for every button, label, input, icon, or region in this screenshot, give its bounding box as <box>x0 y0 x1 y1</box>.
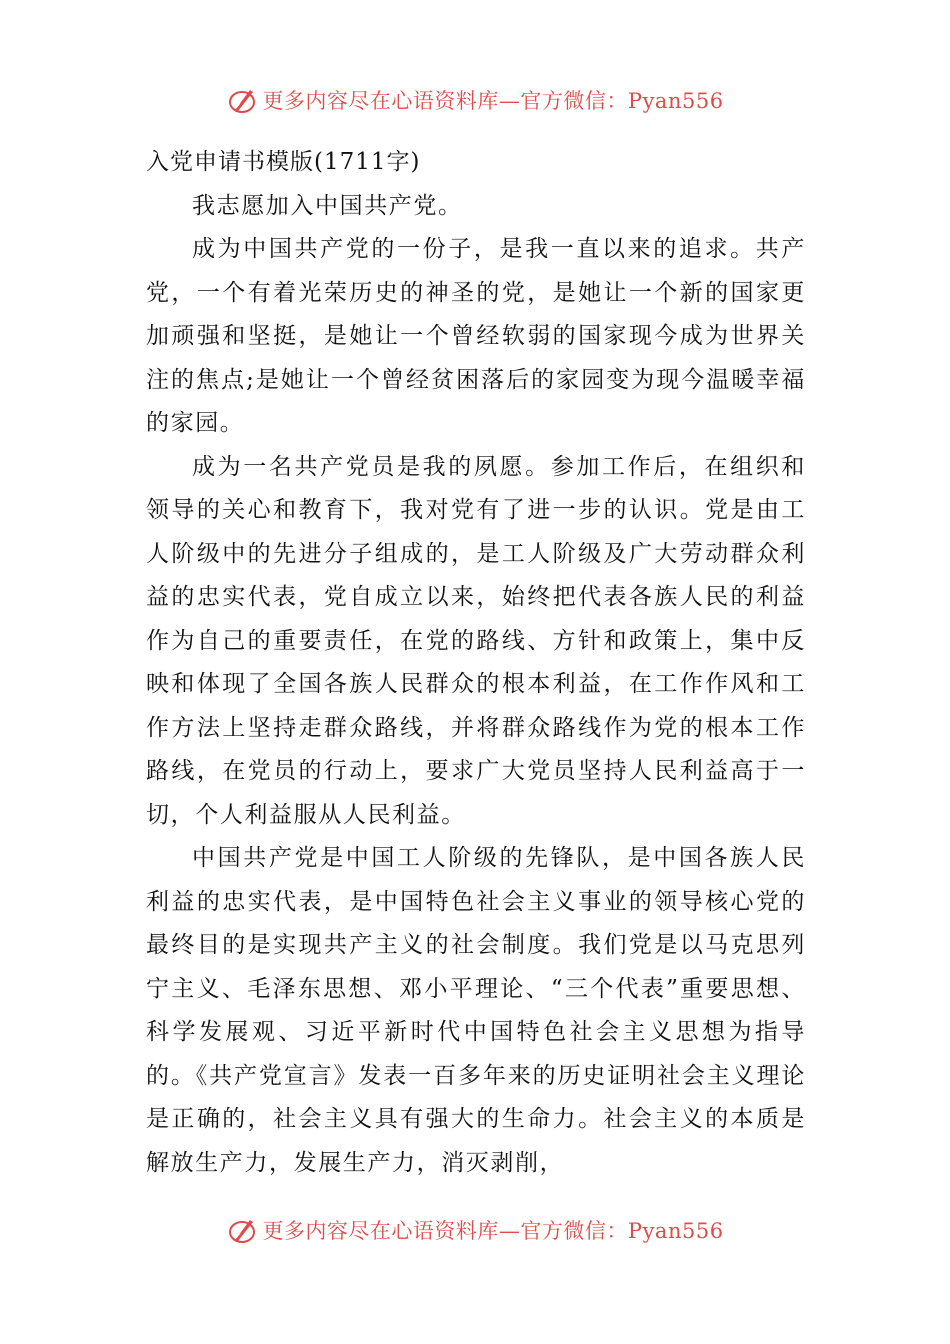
paragraph: 中国共产党是中国工人阶级的先锋队，是中国各族人民利益的忠实代表，是中国特色社会主义事业的领导核心党的最终目的是实现共产主义的社会制度。我们党是以马克思列宁主义、毛泽东思想、邓小平理论、“三个代表”重要思想、科学发展观、习近平新时代中国特色社会主义思想为指导的。《共产党宣言》发表一百多年来的历史证明社会主义理论是正确的，社会主义具有强大的生命力。社会主义的本质是解放生产力，发展生产力，消灭剥削， <box>146 845 806 1176</box>
quill-pen-icon <box>226 84 258 116</box>
watermark-text: 更多内容尽在心语资料库—官方微信：Pyan556 <box>262 89 724 113</box>
paragraph: 我志愿加入中国共产党。 <box>192 192 463 219</box>
watermark-text: 更多内容尽在心语资料库—官方微信：Pyan556 <box>262 1219 724 1243</box>
document-title: 入党申请书模版(1711字) <box>146 149 421 175</box>
paragraph: 成为中国共产党的一份子，是我一直以来的追求。共产党，一个有着光荣历史的神圣的党，是她让一个新的国家更加顽强和坚挺，是她让一个曾经软弱的国家现今成为世界关注的焦点;是她让一个曾经贫困落后的家园变为现今温暖幸福的家园。 <box>146 236 806 436</box>
footer-watermark <box>0 1210 950 1250</box>
document-body <box>146 141 806 1185</box>
quill-pen-icon <box>226 1214 258 1246</box>
header-watermark <box>0 80 950 120</box>
paragraph: 成为一名共产党员是我的夙愿。参加工作后，在组织和领导的关心和教育下，我对党有了进一步的认识。党是由工人阶级中的先进分子组成的，是工人阶级及广大劳动群众利益的忠实代表，党自成立以来，始终把代表各族人民的利益作为自己的重要责任，在党的路线、方针和政策上，集中反映和体现了全国各族人民群众的根本利益，在工作作风和工作方法上坚持走群众路线，并将群众路线作为党的根本工作路线，在党员的行动上，要求广大党员坚持人民利益高于一切，个人利益服从人民利益。 <box>146 453 806 828</box>
